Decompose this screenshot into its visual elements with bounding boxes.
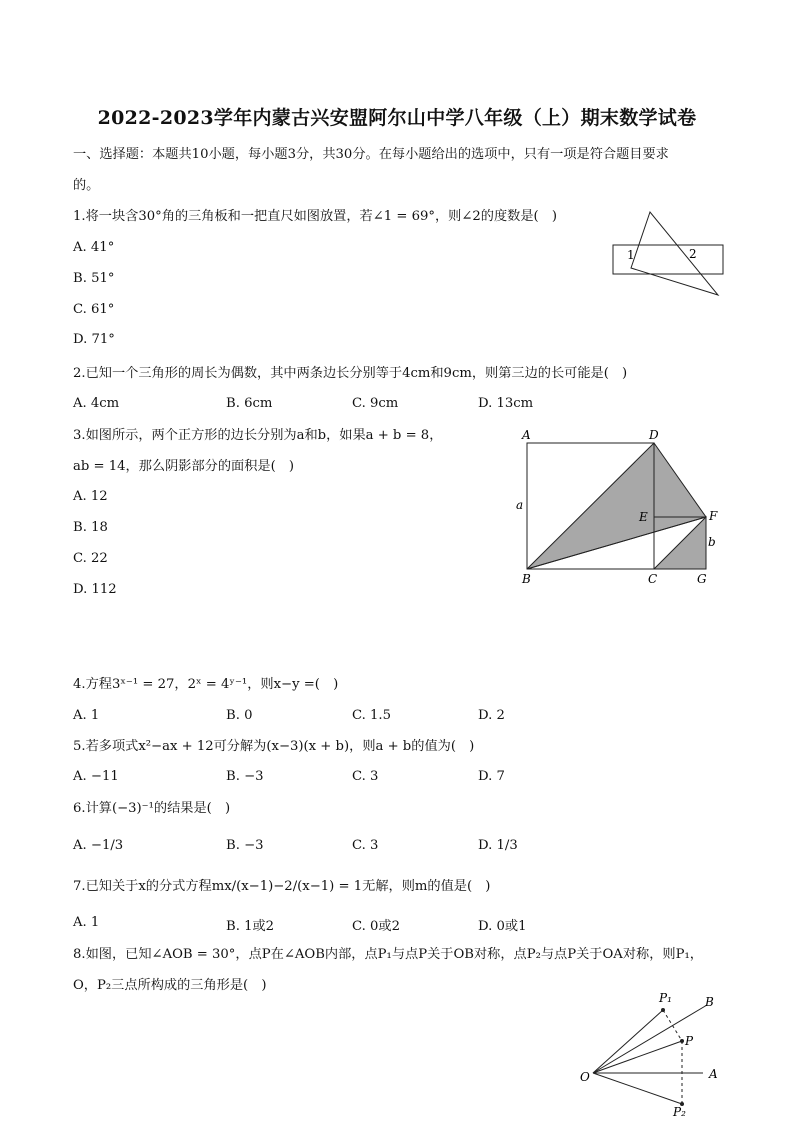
- q4-option-d: D. 2: [478, 708, 505, 723]
- label-side-a: a: [516, 498, 524, 512]
- section-instructions-line1: 一、选择题：本题共10小题，每小题3分，共30分。在每小题给出的选项中，只有一项是符合题目要求: [73, 147, 669, 162]
- segment-op: [593, 1041, 682, 1073]
- question-8-stem-line1: 8.如图，已知∠AOB = 30°，点P在∠AOB内部，点P₁与点P关于OB对称，点P₂与点P关于OA对称，则P₁，: [73, 947, 703, 962]
- q2-option-b: B. 6cm: [226, 396, 273, 411]
- q1-option-d: D. 71°: [73, 332, 115, 347]
- q2-option-a: A. 4cm: [73, 396, 120, 411]
- q6-option-c: C. 3: [352, 838, 379, 853]
- question-7-stem: 7.已知关于x的分式方程mx/(x−1)−2/(x−1) = 1无解，则m的值是( ): [73, 879, 491, 894]
- q4-option-b: B. 0: [226, 708, 253, 723]
- q6-option-a: A. −1/3: [73, 838, 124, 853]
- q3-option-a: A. 12: [73, 489, 108, 504]
- q5-option-a: A. −11: [73, 769, 119, 784]
- section-instructions-line2: 的。: [73, 178, 100, 193]
- label-f-point: F: [709, 509, 718, 523]
- question-5-stem: 5.若多项式x²−ax + 12可分解为(x−3)(x + b)，则a + b的值为( ): [73, 739, 475, 754]
- q7-option-a: A. 1: [73, 915, 100, 930]
- question-4-stem: 4.方程3ˣ⁻¹ = 27，2ˣ = 4ʸ⁻¹，则x−y =( ): [73, 677, 339, 692]
- q7-option-b: B. 1或2: [226, 919, 275, 934]
- q2-option-d: D. 13cm: [478, 396, 534, 411]
- q6-option-d: D. 1/3: [478, 838, 518, 853]
- question-8-stem-line2: O，P₂三点所构成的三角形是( ): [73, 978, 267, 993]
- q8-figure-angle: [575, 985, 735, 1120]
- label-p2: P₂: [673, 1105, 686, 1119]
- label-p: P: [685, 1034, 694, 1048]
- set-square-shape: [631, 212, 718, 295]
- q3-option-b: B. 18: [73, 520, 108, 535]
- label-b-point: B: [522, 572, 531, 586]
- question-6-stem: 6.计算(−3)⁻¹的结果是( ): [73, 801, 231, 816]
- q4-option-a: A. 1: [73, 708, 100, 723]
- label-g-point: G: [697, 572, 707, 586]
- label-side-b: b: [708, 535, 716, 549]
- exam-title: 2022-2023学年内蒙古兴安盟阿尔山中学八年级（上）期末数学试卷: [97, 107, 697, 129]
- question-3-stem-line1: 3.如图所示，两个正方形的边长分别为a和b，如果a + b = 8，: [73, 428, 443, 443]
- point-p: [680, 1039, 684, 1043]
- q3-option-d: D. 112: [73, 582, 117, 597]
- q4-option-c: C. 1.5: [352, 708, 391, 723]
- q6-option-b: B. −3: [226, 838, 264, 853]
- question-1-stem: 1.将一块含30°角的三角板和一把直尺如图放置，若∠1 = 69°，则∠2的度数是( ): [73, 209, 557, 224]
- label-o: O: [580, 1070, 590, 1084]
- angle-1-label: 1: [627, 248, 635, 262]
- question-3-stem-line2: ab = 14，那么阴影部分的面积是( ): [73, 459, 295, 474]
- label-e-point: E: [639, 510, 648, 524]
- q1-option-a: A. 41°: [73, 240, 115, 255]
- label-a-point: A: [522, 428, 531, 442]
- point-p1: [661, 1008, 665, 1012]
- angle-2-label: 2: [689, 247, 697, 261]
- q2-option-c: C. 9cm: [352, 396, 399, 411]
- label-c-point: C: [648, 572, 658, 586]
- segment-op2: [593, 1073, 682, 1104]
- q5-option-c: C. 3: [352, 769, 379, 784]
- q5-option-d: D. 7: [478, 769, 505, 784]
- question-2-stem: 2.已知一个三角形的周长为偶数，其中两条边长分别等于4cm和9cm，则第三边的长可能是( ): [73, 366, 628, 381]
- q7-option-c: C. 0或2: [352, 919, 400, 934]
- q1-figure-triangle-ruler: [605, 205, 730, 300]
- q3-option-c: C. 22: [73, 551, 108, 566]
- label-p1: P₁: [659, 991, 672, 1005]
- label-b: B: [705, 995, 714, 1009]
- segment-op1: [593, 1010, 663, 1073]
- q1-option-b: B. 51°: [73, 271, 115, 286]
- label-a: A: [709, 1067, 718, 1081]
- q5-option-b: B. −3: [226, 769, 264, 784]
- q1-option-c: C. 61°: [73, 302, 115, 317]
- dashed-p1p: [663, 1010, 682, 1041]
- q3-figure-squares: [505, 425, 735, 590]
- q7-option-d: D. 0或1: [478, 919, 527, 934]
- label-d-point: D: [649, 428, 659, 442]
